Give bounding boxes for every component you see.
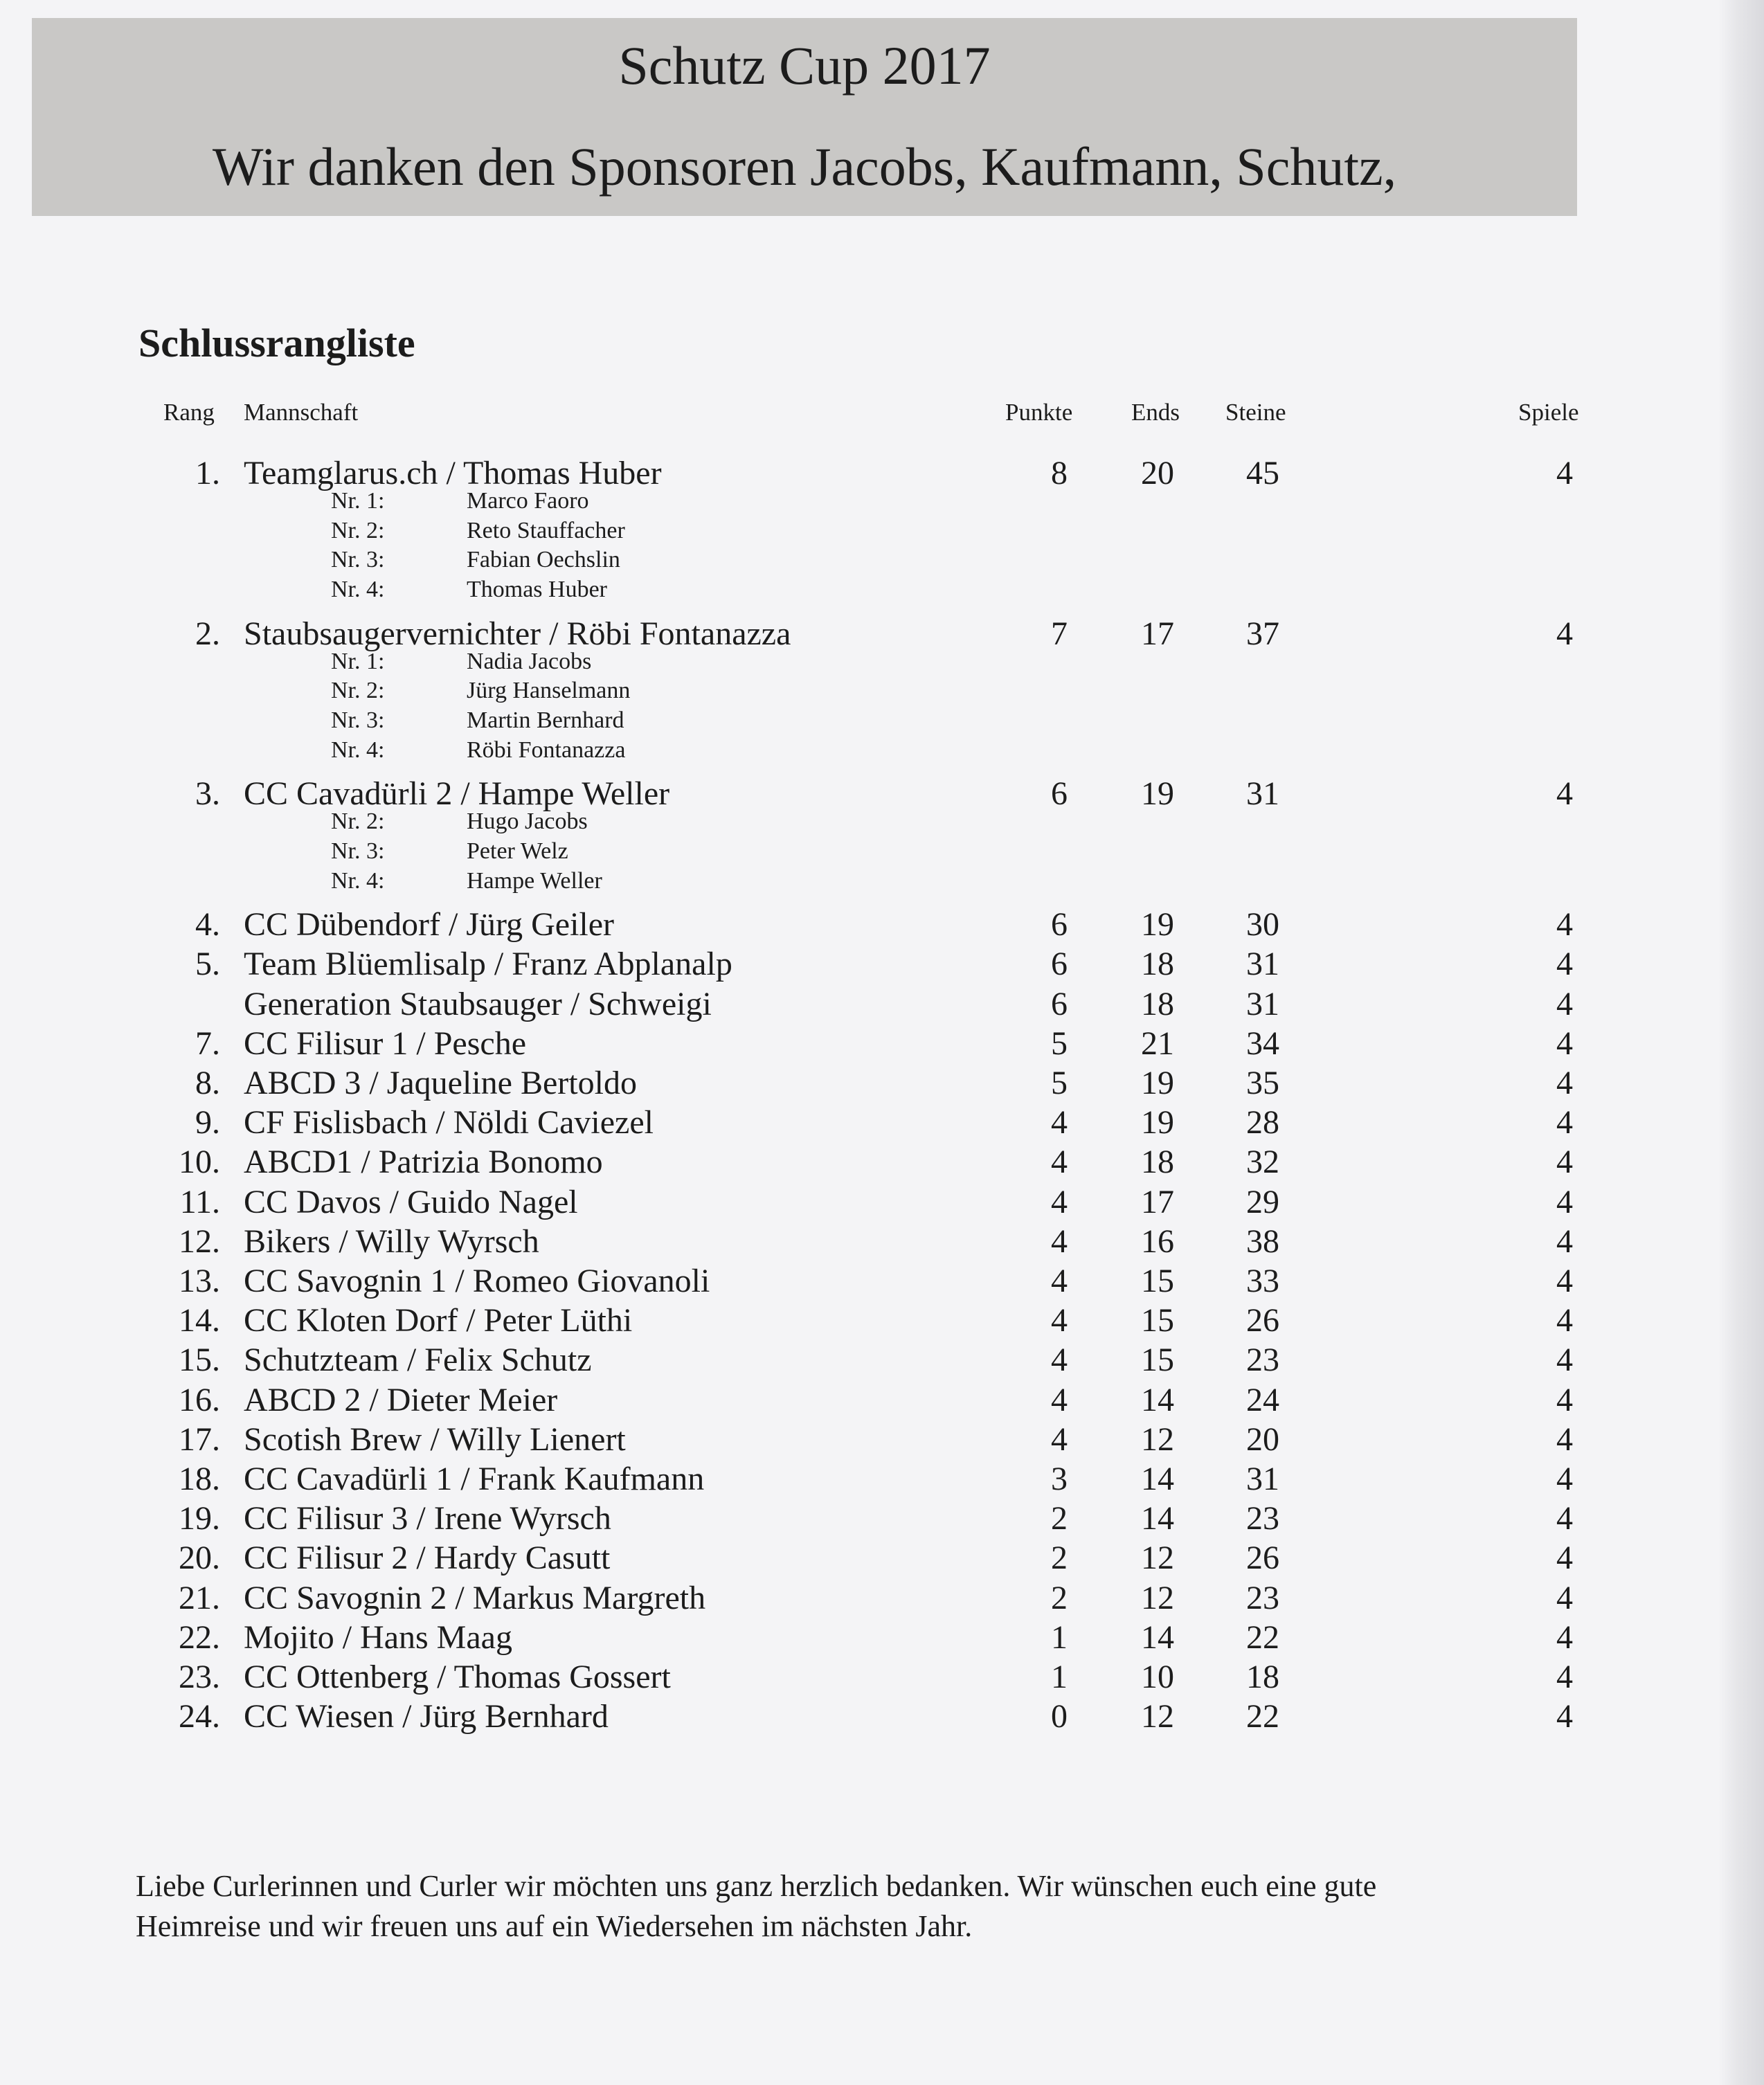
team-cell: ABCD 2 / Dieter Meier <box>244 1381 558 1418</box>
member-position: Nr. 3: <box>331 547 385 573</box>
team-cell: CC Ottenberg / Thomas Gossert <box>244 1659 671 1695</box>
punkte-cell: 6 <box>1051 906 1068 944</box>
member-name: Nadia Jacobs <box>467 648 592 674</box>
team-cell: CC Filisur 1 / Pesche <box>244 1025 527 1062</box>
steine-cell: 26 <box>1246 1540 1279 1577</box>
punkte-cell: 7 <box>1051 615 1068 652</box>
team-cell: CC Savognin 2 / Markus Margreth <box>244 1579 706 1616</box>
team-cell: Schutzteam / Felix Schutz <box>244 1342 592 1379</box>
steine-cell: 24 <box>1246 1381 1279 1418</box>
spiele-cell: 4 <box>1556 455 1573 491</box>
team-cell: CC Savognin 1 / Romeo Giovanoli <box>244 1263 710 1299</box>
team-cell: Teamglarus.ch / Thomas Huber <box>244 455 662 491</box>
column-header-mannschaft: Mannschaft <box>244 399 359 426</box>
column-header-steine: Steine <box>1225 399 1286 426</box>
rank-cell: 4. <box>195 906 220 944</box>
steine-cell: 20 <box>1246 1420 1279 1458</box>
document-title: Schutz Cup 2017 <box>618 35 991 96</box>
spiele-cell: 4 <box>1556 906 1573 944</box>
closing-line-2: Heimreise und wir freuen uns auf ein Wiedersehen im nächsten Jahr. <box>136 1909 973 1943</box>
member-name: Fabian Oechslin <box>467 547 620 573</box>
team-cell: Generation Staubsauger / Schweigi <box>244 985 712 1022</box>
rank-cell: 18. <box>179 1461 220 1497</box>
rank-cell: 12. <box>179 1222 220 1260</box>
punkte-cell: 4 <box>1051 1342 1068 1379</box>
rank-cell: 21. <box>179 1579 220 1616</box>
member-position: Nr. 4: <box>331 867 385 894</box>
steine-cell: 30 <box>1246 906 1279 944</box>
rank-cell: 15. <box>179 1342 220 1379</box>
punkte-cell: 1 <box>1051 1659 1068 1695</box>
spiele-cell: 4 <box>1556 985 1573 1022</box>
sponsor-thanks: Wir danken den Sponsoren Jacobs, Kaufmann, Schutz, <box>212 136 1397 197</box>
spiele-cell: 4 <box>1556 946 1573 983</box>
member-name: Hampe Weller <box>467 867 602 894</box>
punkte-cell: 4 <box>1051 1381 1068 1418</box>
rank-cell: 22. <box>179 1618 220 1656</box>
column-header-rang: Rang <box>163 399 215 426</box>
rank-cell: 10. <box>179 1144 220 1181</box>
member-name: Marco Faoro <box>467 488 589 514</box>
rank-cell: 5. <box>195 946 220 983</box>
member-position: Nr. 4: <box>331 577 385 602</box>
punkte-cell: 6 <box>1051 946 1068 983</box>
punkte-cell: 4 <box>1051 1263 1068 1299</box>
punkte-cell: 2 <box>1051 1540 1068 1577</box>
team-cell: CC Davos / Guido Nagel <box>244 1183 578 1220</box>
spiele-cell: 4 <box>1556 1104 1573 1141</box>
rank-cell: 23. <box>179 1659 220 1695</box>
punkte-cell: 5 <box>1051 1065 1068 1101</box>
team-cell: CC Filisur 2 / Hardy Casutt <box>244 1540 611 1577</box>
member-position: Nr. 4: <box>331 737 385 763</box>
steine-cell: 34 <box>1246 1025 1279 1062</box>
ends-cell: 15 <box>1141 1263 1174 1299</box>
member-name: Martin Bernhard <box>467 707 624 733</box>
column-header-spiele: Spiele <box>1518 399 1579 426</box>
ends-cell: 12 <box>1141 1420 1174 1458</box>
rank-cell: 7. <box>195 1025 220 1062</box>
column-header-punkte: Punkte <box>1005 399 1073 426</box>
spiele-cell: 4 <box>1556 775 1573 813</box>
closing-message <box>136 1866 1590 1947</box>
ends-cell: 19 <box>1141 1065 1174 1101</box>
ends-cell: 12 <box>1141 1698 1174 1735</box>
ends-cell: 12 <box>1141 1540 1174 1577</box>
ends-cell: 14 <box>1141 1500 1174 1537</box>
member-position: Nr. 2: <box>331 517 385 543</box>
punkte-cell: 0 <box>1051 1698 1068 1735</box>
steine-cell: 23 <box>1246 1500 1279 1537</box>
ends-cell: 19 <box>1141 906 1174 944</box>
punkte-cell: 2 <box>1051 1579 1068 1616</box>
steine-cell: 33 <box>1246 1263 1279 1299</box>
punkte-cell: 4 <box>1051 1104 1068 1141</box>
rank-cell: 19. <box>179 1500 220 1537</box>
punkte-cell: 6 <box>1051 775 1068 813</box>
punkte-cell: 8 <box>1051 455 1068 491</box>
team-cell: CC Filisur 3 / Irene Wyrsch <box>244 1500 611 1537</box>
ends-cell: 18 <box>1141 1144 1174 1181</box>
ends-cell: 19 <box>1141 775 1174 813</box>
closing-line-1: Liebe Curlerinnen und Curler wir möchten uns ganz herzlich bedanken. Wir wünschen euch eine gute <box>136 1869 1377 1903</box>
member-name: Röbi Fontanazza <box>467 737 626 763</box>
ends-cell: 19 <box>1141 1104 1174 1141</box>
ends-cell: 12 <box>1141 1579 1174 1616</box>
team-cell: CF Fislisbach / Nöldi Caviezel <box>244 1104 654 1141</box>
member-position: Nr. 1: <box>331 488 385 514</box>
steine-cell: 26 <box>1246 1302 1279 1339</box>
member-name: Peter Welz <box>467 838 568 864</box>
member-name: Jürg Hanselmann <box>467 678 631 704</box>
ends-cell: 18 <box>1141 946 1174 983</box>
team-cell: CC Cavadürli 1 / Frank Kaufmann <box>244 1461 705 1497</box>
team-cell: CC Wiesen / Jürg Bernhard <box>244 1698 609 1735</box>
rank-cell: 9. <box>195 1104 220 1141</box>
team-cell: CC Dübendorf / Jürg Geiler <box>244 906 615 944</box>
spiele-cell: 4 <box>1556 1461 1573 1497</box>
ends-cell: 21 <box>1141 1025 1174 1062</box>
spiele-cell: 4 <box>1556 1659 1573 1695</box>
spiele-cell: 4 <box>1556 1579 1573 1616</box>
punkte-cell: 5 <box>1051 1025 1068 1062</box>
page-edge-shadow <box>1718 0 1764 2085</box>
team-cell: CC Kloten Dorf / Peter Lüthi <box>244 1302 633 1339</box>
rank-cell: 13. <box>179 1263 220 1299</box>
member-name: Reto Stauffacher <box>467 517 625 543</box>
punkte-cell: 4 <box>1051 1222 1068 1260</box>
steine-cell: 23 <box>1246 1579 1279 1616</box>
rank-cell: 1. <box>195 455 220 491</box>
ends-cell: 18 <box>1141 985 1174 1022</box>
steine-cell: 18 <box>1246 1659 1279 1695</box>
steine-cell: 38 <box>1246 1222 1279 1260</box>
steine-cell: 32 <box>1246 1144 1279 1181</box>
steine-cell: 31 <box>1246 1461 1279 1497</box>
spiele-cell: 4 <box>1556 1618 1573 1656</box>
steine-cell: 29 <box>1246 1183 1279 1220</box>
member-name: Thomas Huber <box>467 577 608 602</box>
ends-cell: 20 <box>1141 455 1174 491</box>
spiele-cell: 4 <box>1556 1342 1573 1379</box>
spiele-cell: 4 <box>1556 1025 1573 1062</box>
ends-cell: 16 <box>1141 1222 1174 1260</box>
rank-cell: 16. <box>179 1381 220 1418</box>
rank-cell: 3. <box>195 775 220 813</box>
column-header-ends: Ends <box>1131 399 1180 426</box>
rank-cell: 11. <box>179 1183 220 1220</box>
spiele-cell: 4 <box>1556 1302 1573 1339</box>
ends-cell: 15 <box>1141 1302 1174 1339</box>
punkte-cell: 3 <box>1051 1461 1068 1497</box>
punkte-cell: 4 <box>1051 1302 1068 1339</box>
member-name: Hugo Jacobs <box>467 809 588 835</box>
steine-cell: 22 <box>1246 1618 1279 1656</box>
team-cell: Mojito / Hans Maag <box>244 1618 512 1656</box>
spiele-cell: 4 <box>1556 1183 1573 1220</box>
rank-cell: 20. <box>179 1540 220 1577</box>
punkte-cell: 4 <box>1051 1144 1068 1181</box>
punkte-cell: 1 <box>1051 1618 1068 1656</box>
steine-cell: 31 <box>1246 775 1279 813</box>
member-position: Nr. 3: <box>331 707 385 733</box>
ends-cell: 15 <box>1141 1342 1174 1379</box>
team-cell: Staubsaugervernichter / Röbi Fontanazza <box>244 615 791 652</box>
spiele-cell: 4 <box>1556 1540 1573 1577</box>
ends-cell: 17 <box>1141 615 1174 652</box>
steine-cell: 35 <box>1246 1065 1279 1101</box>
team-cell: Team Blüemlisalp / Franz Abplanalp <box>244 946 732 983</box>
punkte-cell: 4 <box>1051 1420 1068 1458</box>
steine-cell: 28 <box>1246 1104 1279 1141</box>
steine-cell: 31 <box>1246 946 1279 983</box>
steine-cell: 37 <box>1246 615 1279 652</box>
section-title: Schlussrangliste <box>138 321 415 365</box>
spiele-cell: 4 <box>1556 1263 1573 1299</box>
punkte-cell: 4 <box>1051 1183 1068 1220</box>
punkte-cell: 6 <box>1051 985 1068 1022</box>
spiele-cell: 4 <box>1556 1222 1573 1260</box>
ends-cell: 10 <box>1141 1659 1174 1695</box>
team-cell: ABCD 3 / Jaqueline Bertoldo <box>244 1065 637 1101</box>
header-banner <box>32 18 1577 216</box>
steine-cell: 31 <box>1246 985 1279 1022</box>
punkte-cell: 2 <box>1051 1500 1068 1537</box>
steine-cell: 45 <box>1246 455 1279 491</box>
team-cell: Scotish Brew / Willy Lienert <box>244 1420 626 1458</box>
team-cell: ABCD1 / Patrizia Bonomo <box>244 1144 603 1181</box>
ends-cell: 14 <box>1141 1618 1174 1656</box>
member-position: Nr. 2: <box>331 809 385 835</box>
spiele-cell: 4 <box>1556 1381 1573 1418</box>
ends-cell: 14 <box>1141 1381 1174 1418</box>
rank-cell: 17. <box>179 1420 220 1458</box>
rank-cell: 24. <box>179 1698 220 1735</box>
rank-cell: 2. <box>195 615 220 652</box>
spiele-cell: 4 <box>1556 1420 1573 1458</box>
team-cell: Bikers / Willy Wyrsch <box>244 1222 539 1260</box>
steine-cell: 23 <box>1246 1342 1279 1379</box>
spiele-cell: 4 <box>1556 615 1573 652</box>
member-position: Nr. 3: <box>331 838 385 864</box>
member-position: Nr. 2: <box>331 678 385 704</box>
spiele-cell: 4 <box>1556 1144 1573 1181</box>
steine-cell: 22 <box>1246 1698 1279 1735</box>
spiele-cell: 4 <box>1556 1065 1573 1101</box>
spiele-cell: 4 <box>1556 1500 1573 1537</box>
spiele-cell: 4 <box>1556 1698 1573 1735</box>
team-cell: CC Cavadürli 2 / Hampe Weller <box>244 775 670 813</box>
member-position: Nr. 1: <box>331 648 385 674</box>
ends-cell: 14 <box>1141 1461 1174 1497</box>
rank-cell: 14. <box>179 1302 220 1339</box>
rank-cell: 8. <box>195 1065 220 1101</box>
ends-cell: 17 <box>1141 1183 1174 1220</box>
